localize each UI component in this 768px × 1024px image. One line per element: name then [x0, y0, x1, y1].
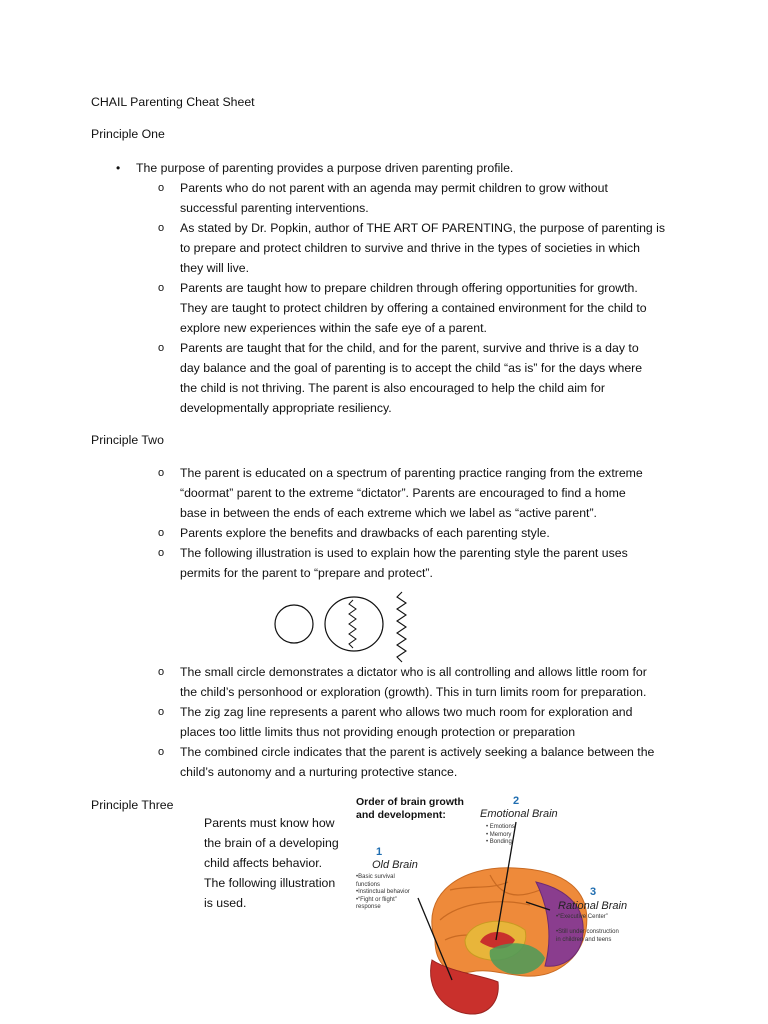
list-item [156, 338, 665, 418]
sub-bullet-marker: o [158, 282, 165, 294]
emotional-brain-label: Emotional Brain [480, 808, 558, 820]
old-brain-number: 1 [376, 846, 383, 858]
sub-bullet-marker: o [158, 182, 165, 194]
sub-bullet-marker: o [158, 527, 165, 539]
list-item-text: Parents explore the benefits and drawbacks of each parenting style. [180, 526, 550, 540]
list-item [156, 218, 665, 278]
principle-three-heading: Principle Three [91, 798, 174, 812]
sub-bullet-marker: o [158, 666, 165, 678]
inner-zigzag [349, 600, 356, 648]
list-item-text: Parents are taught how to prepare children through offering opportunities for growth. They are taught to protect children by offering a contained environment for the child to explore new experiences within the safe eye of a parent. [180, 281, 647, 335]
principle-one-bullet: The purpose of parenting provides a purpose driven parenting profile. [136, 161, 514, 175]
sub-bullet-marker: o [158, 547, 165, 559]
list-item-text: The small circle demonstrates a dictator who is all controlling and allows little room for the child’s personhood or exploration (growth). This in turn limits room for preparation. [180, 665, 647, 699]
list-item-text: The following illustration is used to explain how the parenting style the parent uses permits for the parent to “prepare and protect”. [180, 546, 628, 580]
principle-two-heading: Principle Two [91, 433, 164, 447]
sub-bullet-marker: o [158, 222, 165, 234]
rational-brain-label: Rational Brain [558, 900, 628, 912]
list-item [156, 463, 643, 523]
list-item-text: The combined circle indicates that the parent is actively seeking a balance between the child’s autonomy and a nurturing protective stance. [180, 745, 655, 779]
emotional-brain-number: 2 [513, 795, 520, 807]
list-item [156, 702, 654, 742]
old-brain-label: Old Brain [372, 859, 418, 871]
list-item-text: The parent is educated on a spectrum of parenting practice ranging from the extreme “doormat” parent to the extreme “dictator”. Parents are encouraged to find a home base in between the ends of each extreme which we label as “active parent”. [180, 466, 643, 520]
zigzag-line [397, 592, 406, 662]
list-item-text: As stated by Dr. Popkin, author of THE ART OF PARENTING, the purpose of parenting is to prepare and protect children to survive and thrive in the types of societies in which they will live. [180, 221, 666, 275]
list-item [156, 742, 654, 782]
list-item [156, 178, 665, 218]
principle-three-text: Parents must know how the brain of a developing child affects behavior. The following illustration is used. [204, 816, 339, 910]
rational-brain-points: •“Executive Center” •Still under construction in children and teens [556, 914, 619, 943]
sub-bullet-marker: o [158, 746, 165, 758]
list-item [156, 543, 643, 583]
combined-circle [325, 597, 383, 651]
principle-one-heading: Principle One [91, 127, 165, 141]
bullet-dot: • [116, 161, 121, 175]
sub-bullet-marker: o [158, 467, 165, 479]
small-circle [275, 605, 313, 643]
old-brain-points: •Basic survival functions •Instinctual behavior •“Fight or flight” response [356, 874, 410, 910]
rational-brain-number: 3 [590, 886, 597, 898]
brain-development-figure [340, 790, 644, 1024]
list-item [156, 278, 665, 338]
sub-bullet-marker: o [158, 342, 165, 354]
document-title: CHAIL Parenting Cheat Sheet [91, 95, 255, 109]
list-item-text: Parents are taught that for the child, and for the parent, survive and thrive is a day to day balance and the goal of parenting is to accept the child “as is” for the days where the child is not thriving. The parent is also encouraged to help the child aim for developmentally appropriate resiliency. [180, 341, 643, 415]
figure-title: Order of brain growth and development: [356, 796, 464, 821]
list-item-text: The zig zag line represents a parent who allows two much room for exploration and places too little limits thus not providing enough protection or preparation [180, 705, 633, 739]
list-item [156, 523, 643, 543]
emotional-brain-points: • Emotions • Memory • Bonding [486, 824, 515, 845]
list-item [156, 662, 654, 702]
principle-two-subpoints-a [156, 463, 643, 583]
parenting-style-illustration [265, 588, 425, 664]
principle-one-subpoints [156, 178, 665, 418]
list-item-text: Parents who do not parent with an agenda may permit children to grow without successful parenting interventions. [180, 181, 608, 215]
sub-bullet-marker: o [158, 706, 165, 718]
principle-two-subpoints-b [156, 662, 654, 782]
